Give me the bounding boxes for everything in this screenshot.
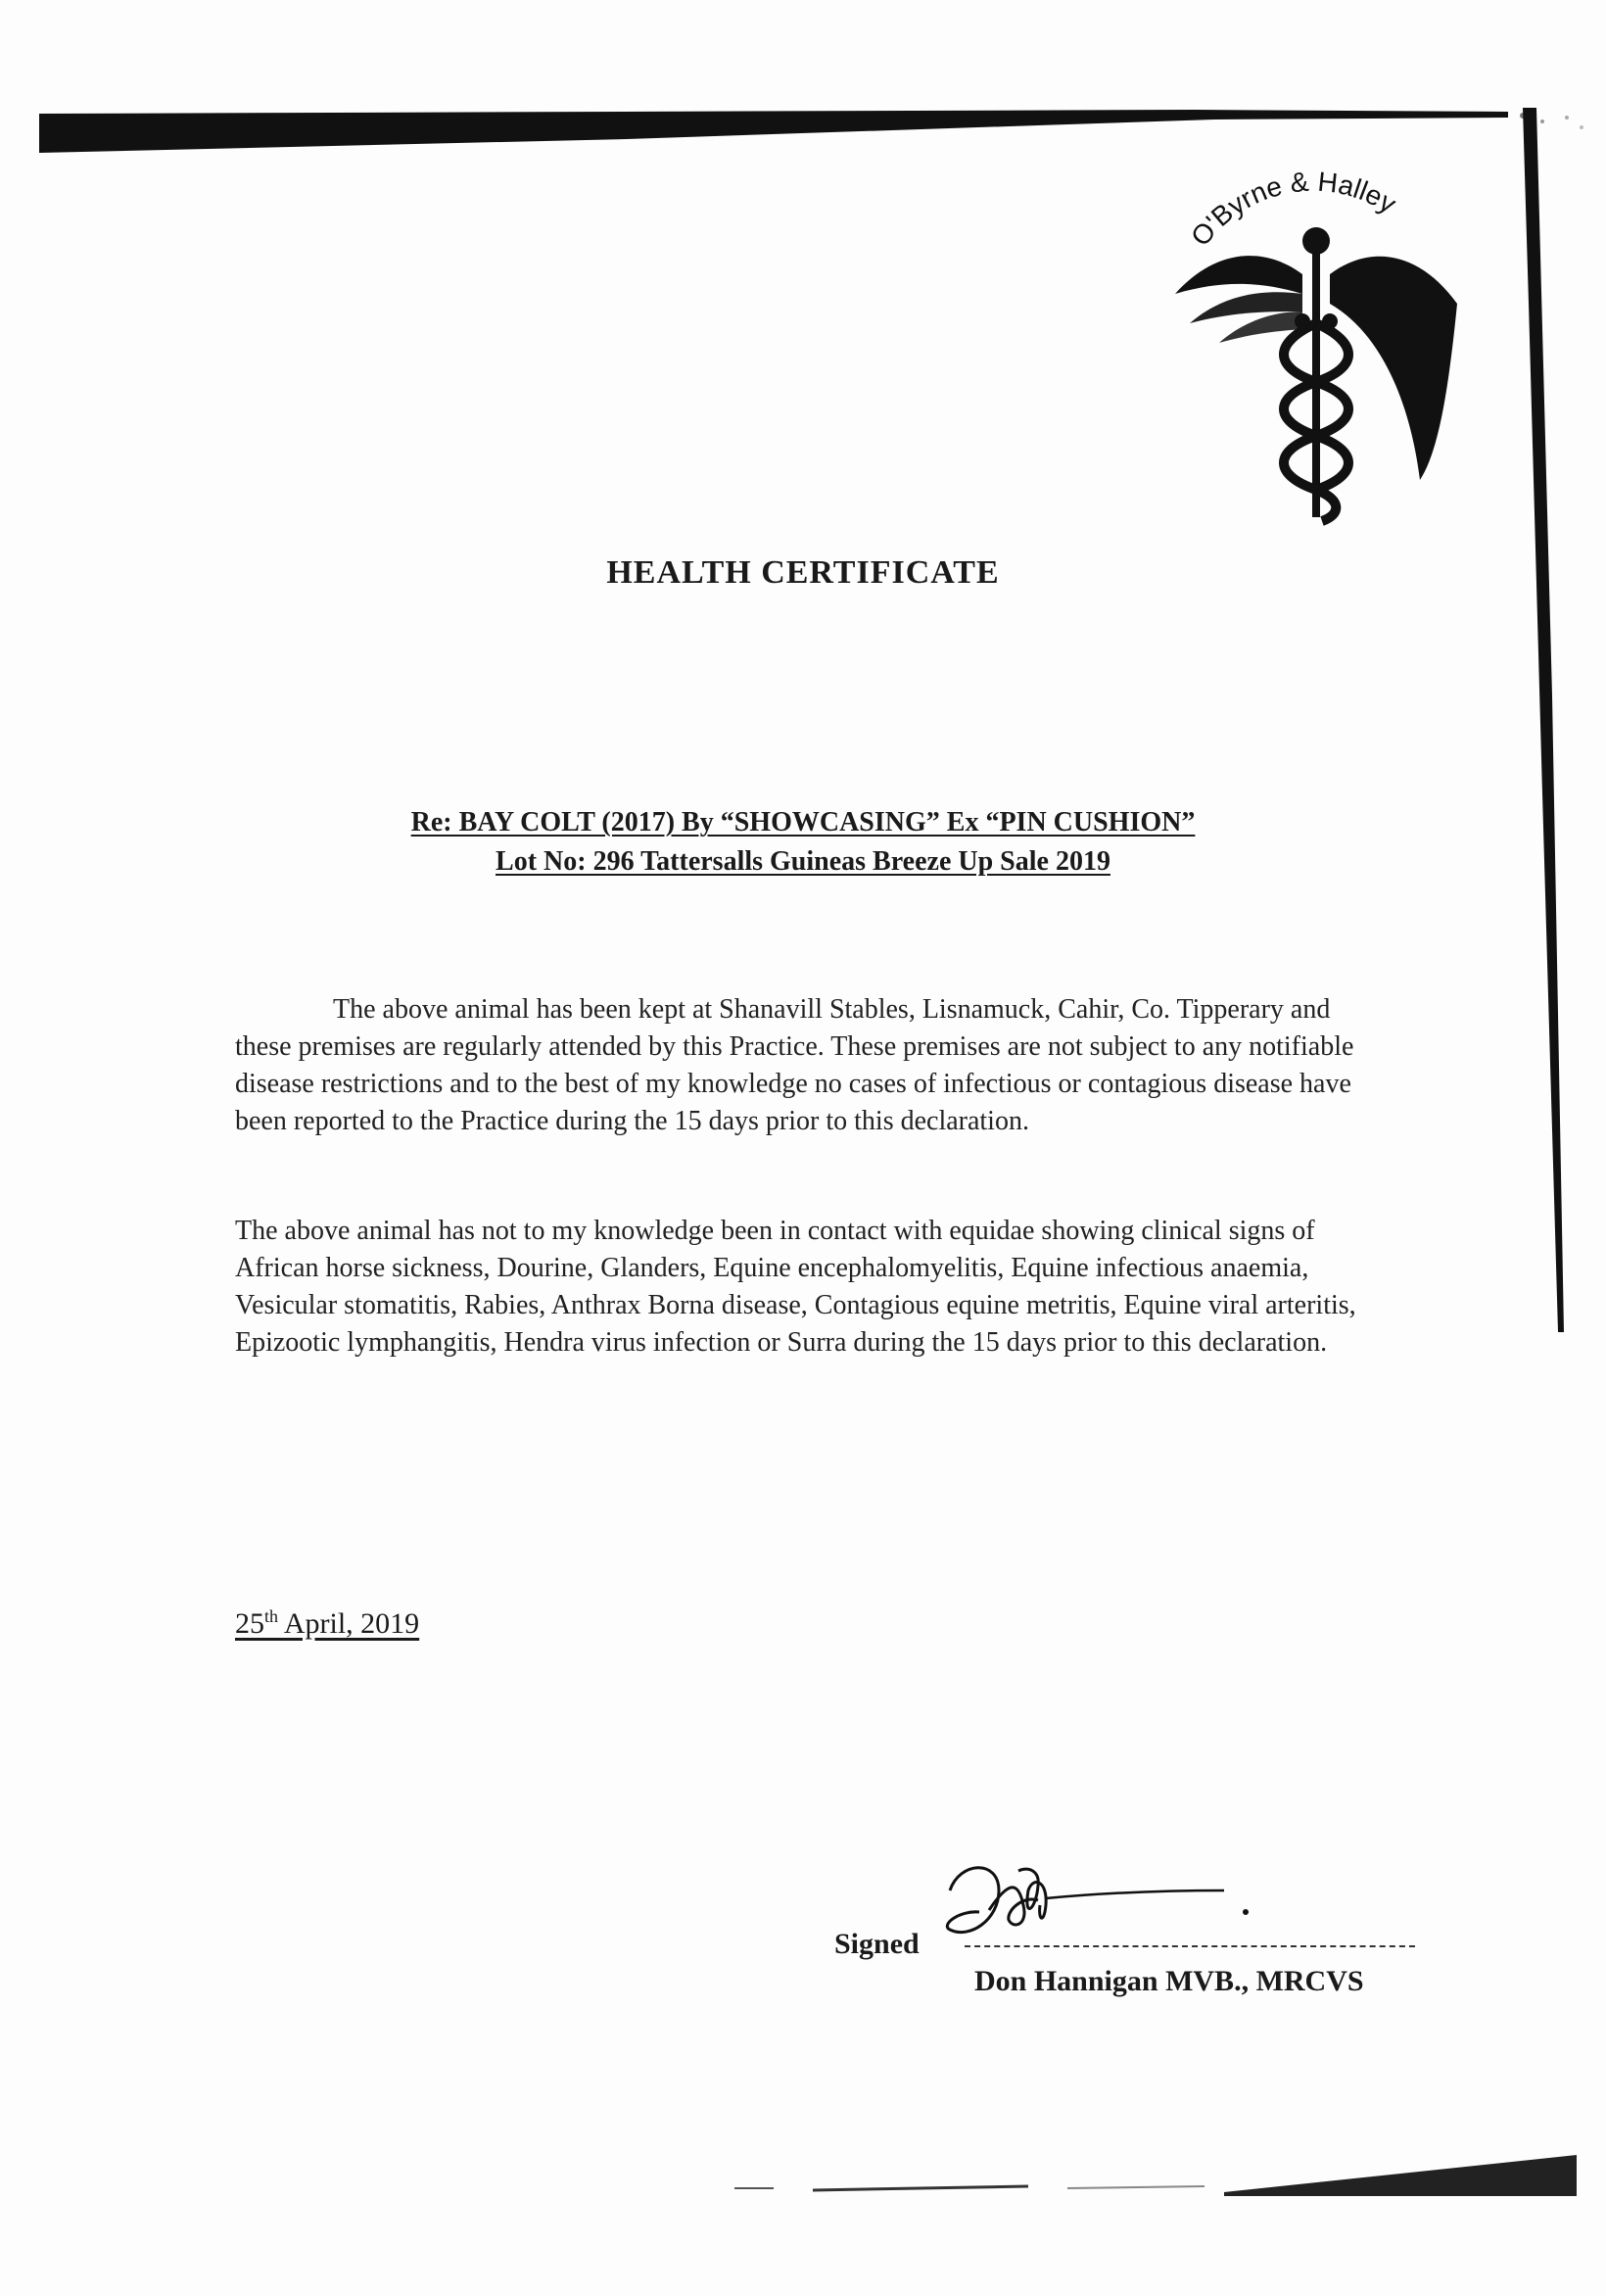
scan-shadow-top xyxy=(39,110,1508,157)
disease-contact-paragraph: The above animal has not to my knowledge been in contact with equidae showing clinical signs of African horse sickness, Dourine, Glanders, Equine encephalomyelitis, Equine infectious anaemia, Vesicular stomatitis, Rabies, Anthrax Borna disease, Contagious equine metritis, Equine viral arteritis, Epizootic lymphangitis, Hendra virus infection or Surra during the 15 days prior to this declaration. xyxy=(235,1216,1356,1358)
premises-paragraph: The above animal has been kept at Shanavill Stables, Lisnamuck, Cahir, Co. Tipperary and these premises are regularly attended by this Practice. These premises are not subject to any notifiable disease restrictions and to the best of my knowledge no cases of infectious or contagious disease have been reported to the Practice during the 15 days prior to this declaration. xyxy=(235,994,1354,1136)
signature-line xyxy=(965,1945,1415,1947)
reference-lot: Lot No: 296 Tattersalls Guineas Breeze Up Sale 2019 xyxy=(496,846,1110,877)
reference-block xyxy=(0,803,1606,882)
reference-horse: Re: BAY COLT (2017) By “SHOWCASING” Ex “PIN CUSHION” xyxy=(410,807,1196,837)
date-suffix: th xyxy=(264,1606,279,1626)
practice-logo xyxy=(1156,157,1479,529)
caduceus-icon xyxy=(1156,157,1479,529)
certificate-date xyxy=(235,1606,419,1641)
scan-shadow-bottom xyxy=(715,2145,1577,2204)
scan-shadow-right xyxy=(1523,108,1591,1332)
handwritten-signature xyxy=(930,1851,1253,1959)
signer-name: Don Hannigan MVB., MRCVS xyxy=(974,1965,1364,1997)
document-title: HEALTH CERTIFICATE xyxy=(606,554,1000,591)
signed-label: Signed xyxy=(834,1928,920,1960)
logo-text: O'Byrne & Halley xyxy=(1184,166,1402,252)
date-day: 25 xyxy=(235,1607,264,1640)
date-month-year: April, 2019 xyxy=(278,1607,420,1640)
